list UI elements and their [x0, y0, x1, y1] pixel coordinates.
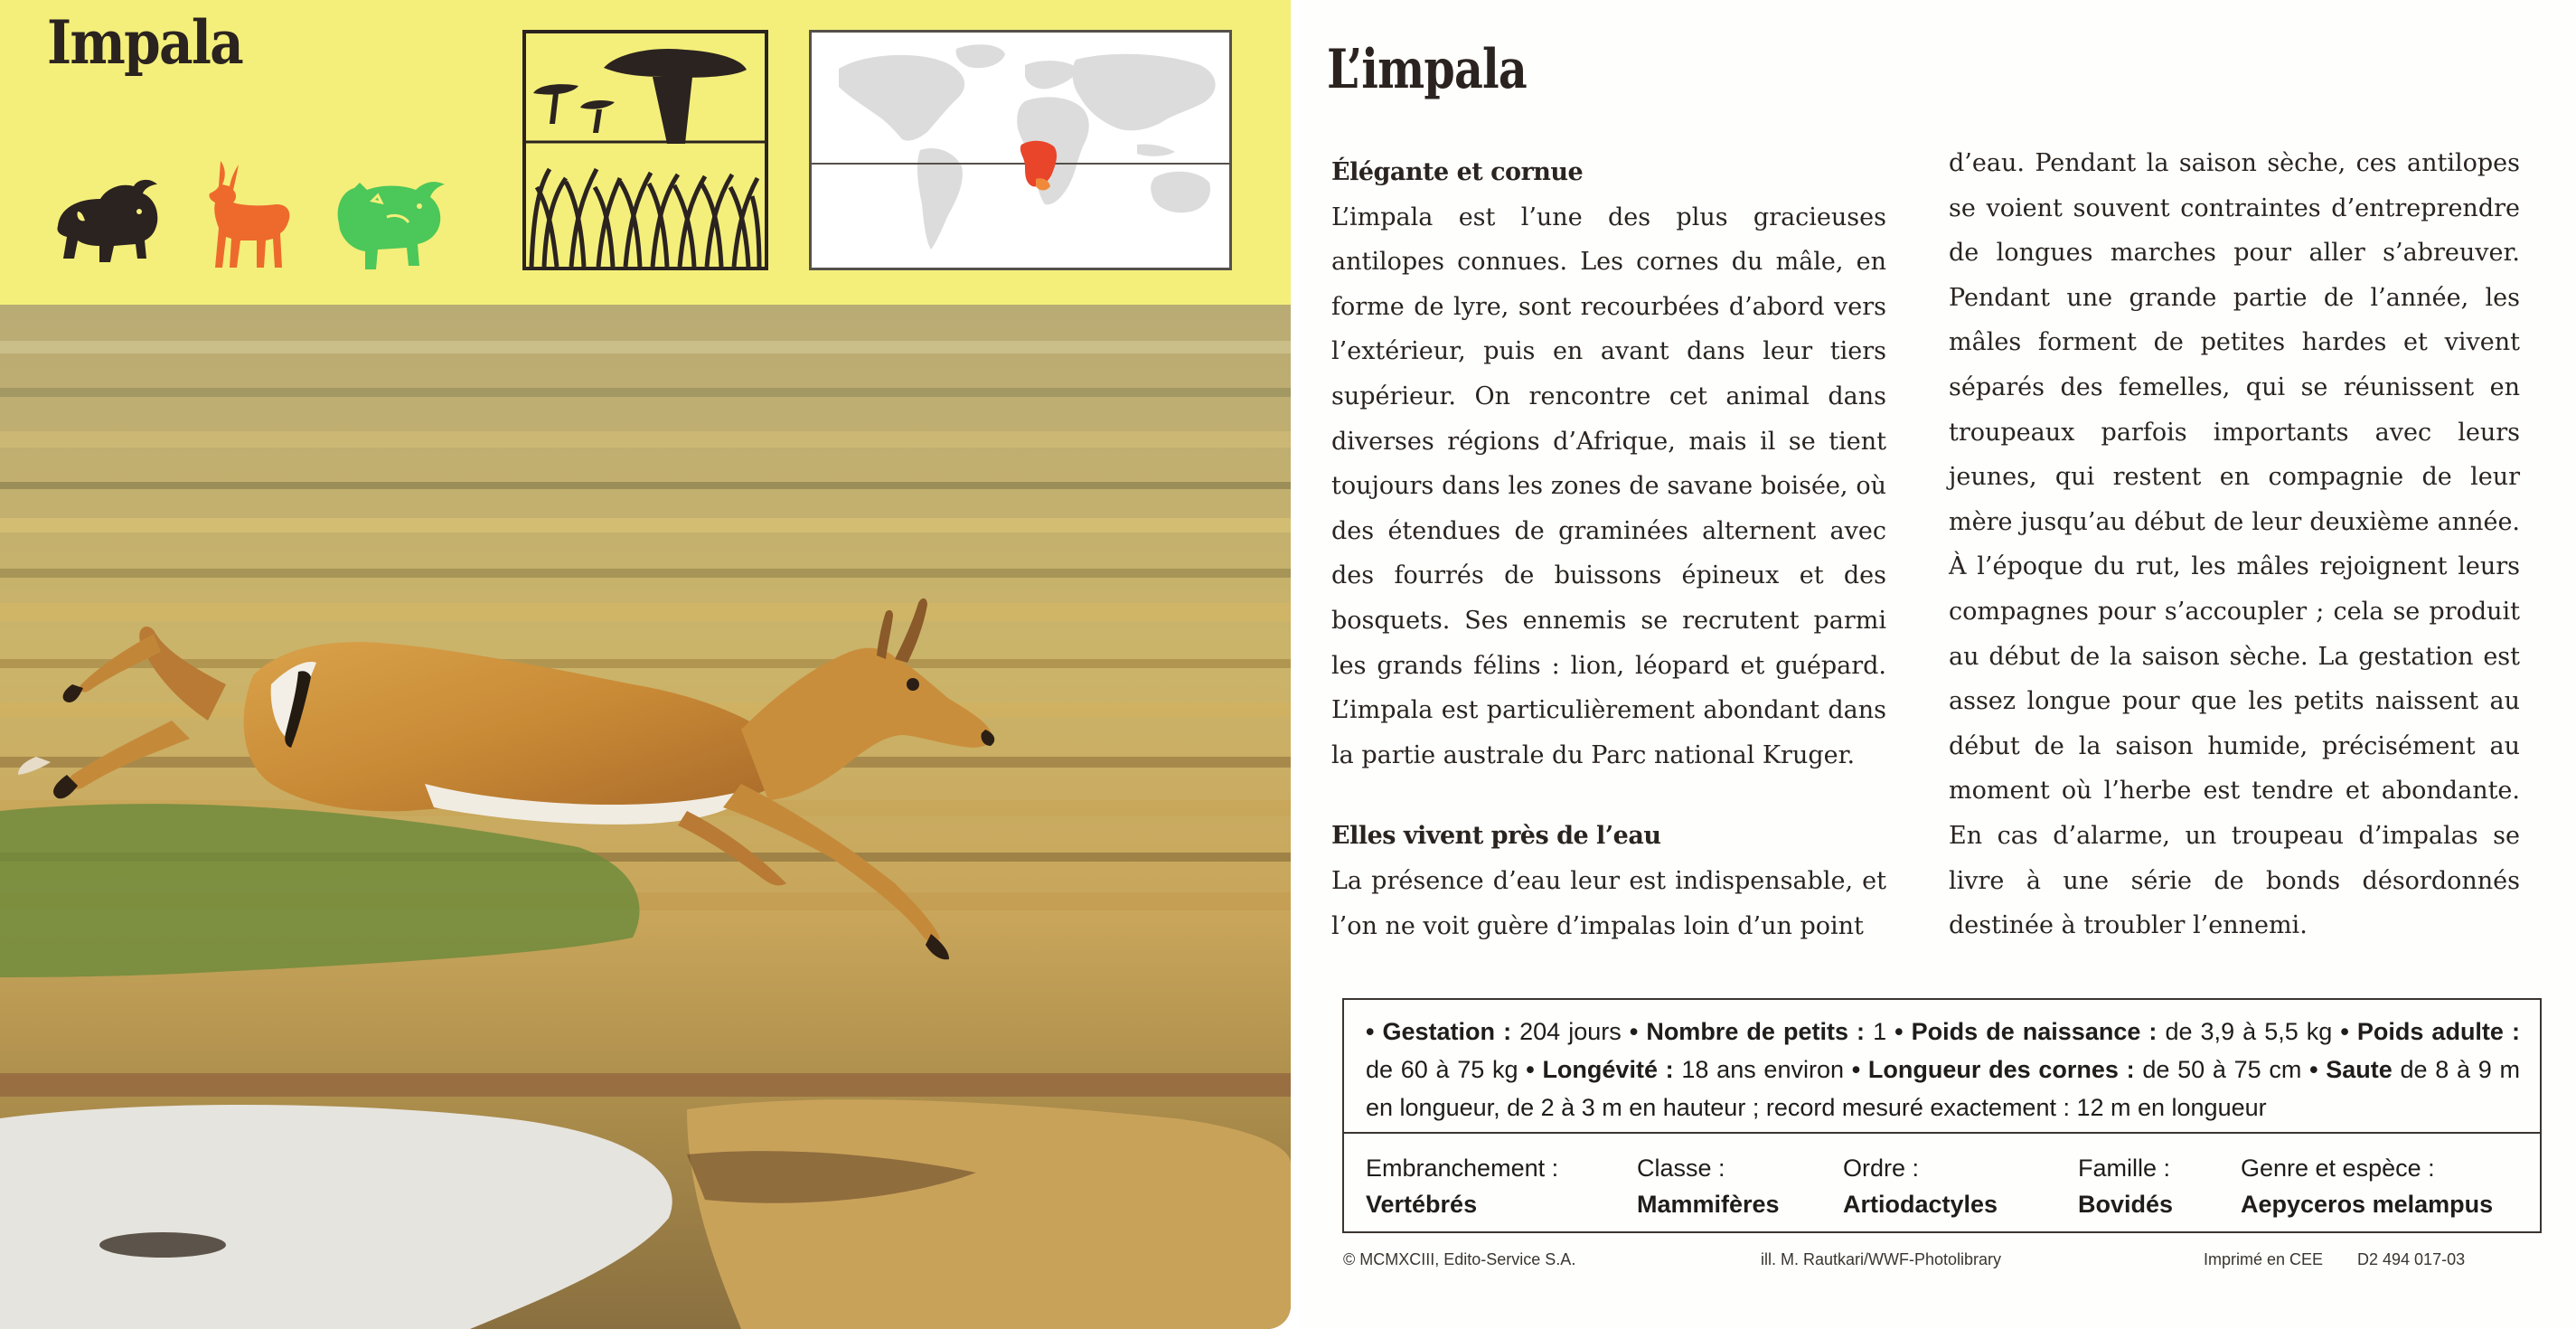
copyright-text: © MCMXCIII, Edito-Service S.A. — [1343, 1250, 1576, 1268]
fact-value: de 50 à 75 cm — [2134, 1056, 2310, 1083]
fact-label: • Poids adulte : — [2340, 1018, 2520, 1045]
photo-credit: ill. M. Rautkari/WWF-Photolibrary — [1761, 1250, 2002, 1268]
taxonomy-value: Bovidés — [2078, 1191, 2174, 1218]
taxonomy-label: Embranchement : — [1366, 1155, 1559, 1182]
section-heading: Élégante et cornue — [1331, 158, 1584, 186]
fact-value: 1 — [1865, 1018, 1895, 1045]
printed-text: Imprimé en CEE — [2204, 1250, 2324, 1268]
taxonomy-value: Aepyceros melampus — [2241, 1191, 2494, 1218]
antelope-icon — [199, 156, 298, 273]
fact-label: • Saute — [2309, 1056, 2393, 1083]
fact-label: • Nombre de petits : — [1629, 1018, 1866, 1045]
card-code: D2 494 017-03 — [2357, 1250, 2466, 1268]
section-heading: Elles vivent près de l’eau — [1331, 822, 1661, 851]
facts-summary — [1344, 1000, 2540, 1134]
facts-box — [1342, 998, 2542, 1233]
impala-photo — [0, 305, 1291, 1329]
taxonomy-value: Mammifères — [1637, 1191, 1780, 1218]
leaping-impala-image — [0, 305, 1291, 1329]
fact-value: de 60 à 75 kg — [1366, 1056, 1527, 1083]
taxonomy-embranchement — [1366, 1150, 1558, 1222]
taxonomy-label: Ordre : — [1843, 1155, 1920, 1182]
habitat-panel — [522, 30, 768, 270]
taxonomy-genre-espece — [2241, 1150, 2493, 1222]
section-body: La présence d’eau leur est indispensable, et l’on ne voit guère d’impalas loin d’un point — [1331, 866, 1886, 940]
text-column-left — [1331, 150, 1886, 948]
fact-value: de 8 à 9 m en longueur, de 2 à 3 m en hauteur ; record mesuré exactement : 12 m en longueur — [1366, 1056, 2521, 1121]
taxonomy-famille — [2078, 1150, 2173, 1222]
world-map — [812, 33, 1229, 268]
page-title: L’impala — [1327, 38, 1527, 101]
card-title: Impala — [47, 7, 243, 78]
fact-value: 204 jours — [1511, 1018, 1630, 1045]
taxonomy-label: Genre et espèce : — [2241, 1155, 2435, 1182]
fact-value: 18 ans environ — [1673, 1056, 1852, 1083]
back-card — [1300, 0, 2576, 1329]
taxonomy-label: Famille : — [2078, 1155, 2171, 1182]
fact-label: • Poids de naissance : — [1894, 1018, 2158, 1045]
text-column-right — [1949, 141, 2520, 948]
fact-label: • Gestation : — [1366, 1018, 1512, 1045]
fact-label: • Longueur des cornes : — [1851, 1056, 2135, 1083]
taxonomy-classe — [1637, 1150, 1780, 1222]
taxonomy-value: Vertébrés — [1366, 1191, 1478, 1218]
section-body: d’eau. Pendant la saison sèche, ces antilopes se voient souvent contraintes d’entreprendre de longues marches pour aller s’abreuver. Pendant une grande partie de l’année, les mâles forment de petites hardes et vivent séparés des femelles, qui se réunissent en troupeaux parfois importants avec leurs jeunes, qui restent en compagnie de leur mère jusqu’au début de leur deuxième année. À l’époque du rut, les mâles rejoignent leurs compagnes pour s’accoupler ; cela se produit au début de la saison sèche. La gestation est assez longue pour que les petits naissent au début de la saison humide, précisément au moment où l’herbe est tendre et abondante. En cas d’alarme, un troupeau d’impalas se livre à une série de bonds désordonnés destinée à troubler l’ennemi. — [1949, 149, 2520, 940]
savanna-habitat-icon — [526, 33, 765, 267]
taxonomy-value: Artiodactyles — [1843, 1191, 1998, 1218]
taxonomy-ordre — [1843, 1150, 1998, 1222]
front-header — [0, 0, 1291, 305]
fact-value: de 3,9 à 5,5 kg — [2157, 1018, 2341, 1045]
taxonomy-label: Classe : — [1637, 1155, 1725, 1182]
buffalo-icon — [51, 172, 168, 271]
distribution-map — [809, 30, 1232, 270]
fact-label: • Longévité : — [1526, 1056, 1674, 1083]
rhino-icon — [333, 165, 450, 273]
section-body: L’impala est l’une des plus gracieuses antilopes connues. Les cornes du mâle, en forme de lyre, sont recourbées d’abord vers l’extérieur, puis en avant dans leur tiers supérieur. On rencontre cet animal dans diverses régions d’Afrique, mais il se tient toujours dans les zones de savane boisée, où des étendues de graminées alternent avec des fourrés de buissons épineux et des bosquets. Ses ennemis se recrutent parmi les grands félins : lion, léopard et guépard. L’impala est particulièrement abondant dans la partie australe du Parc national Kruger. — [1331, 203, 1886, 769]
